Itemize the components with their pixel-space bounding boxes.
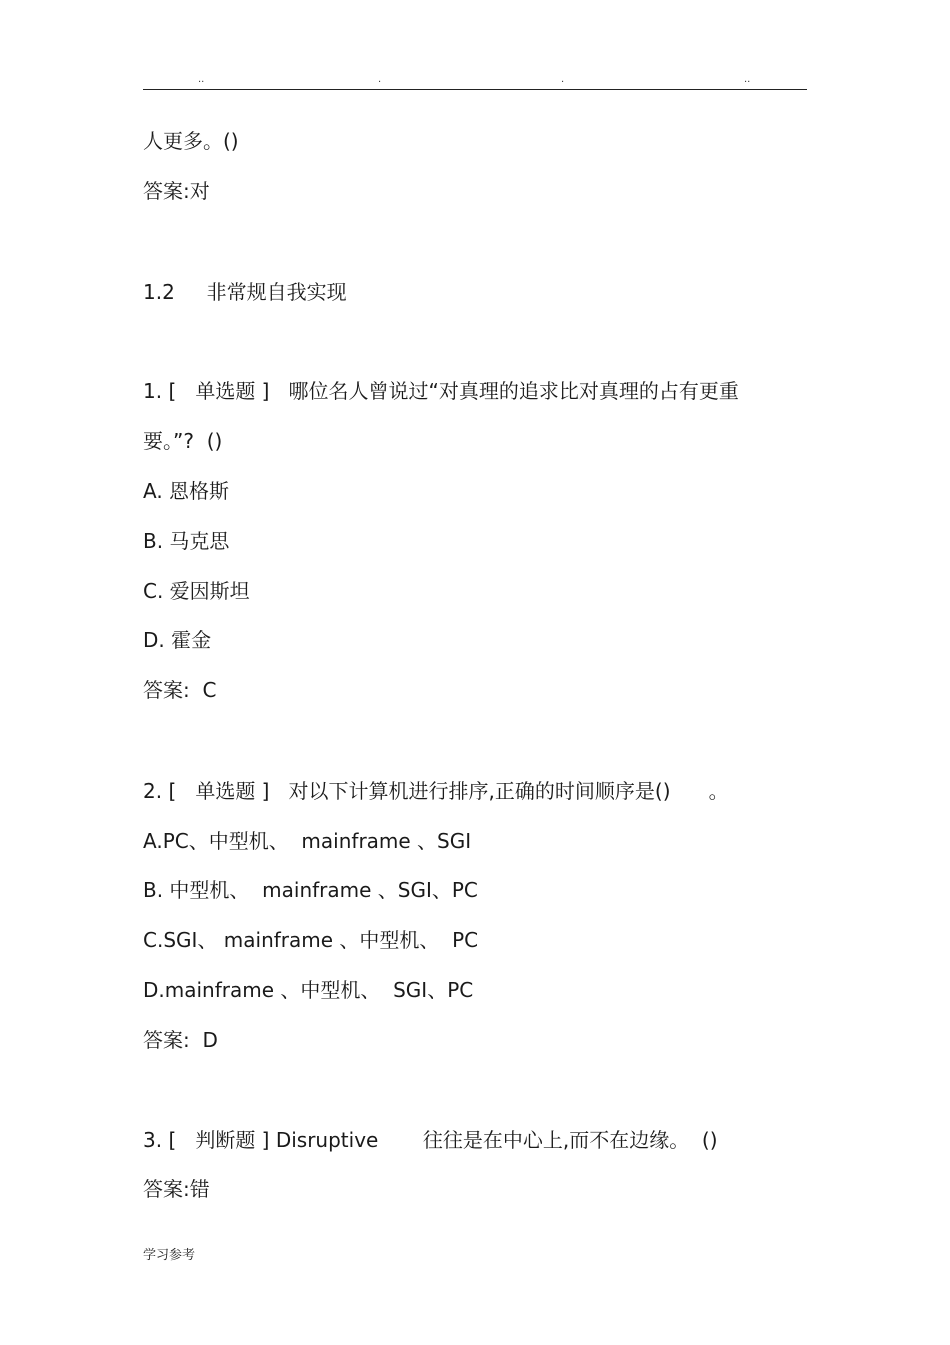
question-2-option-a: A.PC、中型机、 mainframe 、SGI (143, 829, 472, 853)
question-3-answer: 答案:错 (143, 1177, 210, 1201)
question-1-text: 1. [ 单选题 ] 哪位名人曾说过“对真理的追求比对真理的占有更重 (143, 379, 739, 403)
question-2-text: 2. [ 单选题 ] 对以下计算机进行排序,正确的时间顺序是() 。 (143, 779, 729, 803)
question-1-option-b: B. 马克思 (143, 529, 230, 553)
question-2-option-c: C.SGI、 mainframe 、中型机、 PC (143, 928, 479, 952)
question-1-option-a: A. 恩格斯 (143, 479, 230, 503)
question-1-text-cont: 要。”? () (143, 429, 223, 453)
question-1-option-c: C. 爱因斯坦 (143, 579, 250, 603)
header-dot-2: . (378, 74, 382, 85)
header-dot-1: .. (198, 74, 205, 85)
question-3-text: 3. [ 判断题 ] Disruptive 往往是在中心上,而不在边缘。 () (143, 1128, 718, 1152)
header-dot-3: . (561, 74, 565, 85)
question-2-option-d: D.mainframe 、中型机、 SGI、PC (143, 978, 474, 1002)
answer-line: 答案:对 (143, 179, 210, 203)
question-1-answer: 答案: C (143, 678, 217, 702)
question-2-option-b: B. 中型机、 mainframe 、SGI、PC (143, 878, 478, 902)
question-2-answer: 答案: D (143, 1028, 218, 1052)
page-footer: 学习参考 (143, 1248, 196, 1263)
header-divider (143, 89, 807, 90)
header-dot-4: .. (744, 74, 751, 85)
text-line: 人更多。() (143, 129, 239, 153)
question-1-option-d: D. 霍金 (143, 628, 212, 652)
section-heading: 1.2 非常规自我实现 (143, 280, 347, 304)
